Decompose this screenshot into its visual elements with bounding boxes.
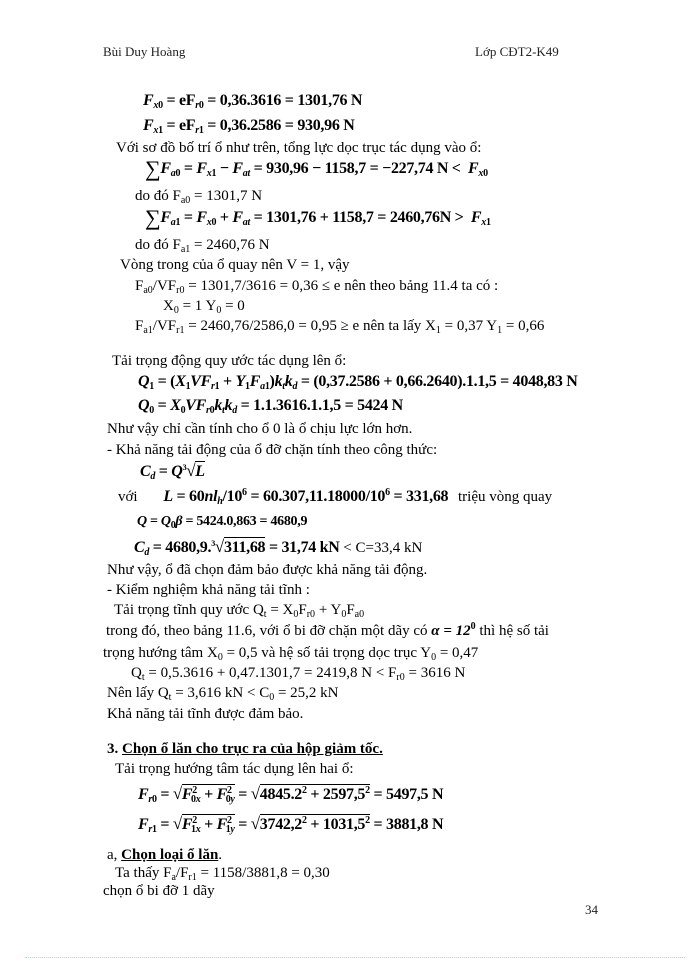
equation-life: với $L = 60nl_h/10^6 = 60.307,11.18000/10^6 = 331,68$ triệu vòng quay (118, 487, 553, 507)
text-ratio-0: $F_{a0}/VF_{r0} = 1301,7/3616 = 0,36 \le e$ nên theo bảng 11.4 ta có : (135, 278, 499, 296)
text-ratio-fa-fr1: Ta thấy $F_a/F_{r1} = 1158/3881,8 = 0,30$ (115, 865, 330, 883)
text-paragraph: chọn ổ bi đỡ 1 dãy (103, 883, 215, 899)
equation-cd-result: $C_d = 4680,9.^3√311,68 = 31,74$ kN < C=33,4 kN (134, 537, 423, 558)
equation-sum-fa1: $\sum F_{a1} = F_{x0} + F_{at} = 1301,76 + 1158,7 = 2460,76N > F_{x1}$ (145, 205, 491, 230)
text-paragraph: Tải trọng hướng tâm tác dụng lên hai ổ: (115, 761, 354, 777)
text-paragraph: Khả năng tải tĩnh được đảm bảo. (107, 706, 304, 722)
equation-fr0: $F_{r0} = √F^2_{0x} + F^2_{0y} = √4845.2^2 + 2597,5^2 = 5497,5$ N (138, 784, 444, 805)
equation-sum-fa0: $\sum F_{a0} = F_{x1} - F_{at} = 930,96 - 1158,7 = -227,74$ $N < F_{x0}$ (145, 156, 488, 181)
equation-cd-formula: $C_d = Q^3√L$ (140, 461, 205, 482)
text-paragraph: - Kiểm nghiệm khả năng tải tĩnh : (107, 582, 310, 598)
equation-fx0: $F_{x0} = eF_{r0} = 0,36.3616 = 1301,76$ N (143, 92, 363, 111)
text-paragraph: Với sơ đồ bố trí ổ như trên, tổng lực dọc trục tác dụng vào ổ: (116, 140, 482, 156)
page-number: 34 (585, 902, 598, 917)
text-paragraph: - Khả năng tải động của ổ đỡ chặn tính theo công thức: (107, 442, 438, 458)
header-class: Lớp CĐT2-K49 (475, 44, 559, 59)
text-ratio-1: $F_{a1}/VF_{r1} = 2460,76/2586,0 = 0,95 \ge e$ nên ta lấy $X_1 = 0,37$ $Y_1 = 0,66$ (135, 318, 545, 336)
text-fa0-result: do đó $F_{a0} = 1301,7$ N (135, 188, 263, 206)
equation-fr1: $F_{r1} = √F^2_{1x} + F^2_{1y} = √3742,2^2 + 1031,5^2 = 3881,8$ N (138, 814, 444, 835)
text-paragraph: Vòng trong của ổ quay nên V = 1, vậy (120, 257, 350, 273)
equation-q-beta: $Q = Q_0\beta = 5424.0,863 = 4680,9$ (137, 514, 308, 531)
text-fa1-result: do đó $F_{a1} = 2460,76$ N (135, 237, 270, 255)
section-heading-3: 3. Chọn ổ lăn cho trục ra của hộp giảm tốc. (107, 741, 383, 757)
text-qt-calc: $Q_t = 0,5.3616 + 0,47.1301,7 = 2419,8$ $N < F_{r0} = 3616$ N (131, 665, 466, 683)
text-paragraph: Như vậy chỉ cần tính cho ổ 0 là ổ chịu lực lớn hơn. (107, 421, 413, 437)
text-static-load: Tải trọng tĩnh quy ước $Q_t = X_0F_{r0} + Y_0F_{a0}$ (114, 602, 365, 620)
text-paragraph: trong đó, theo bảng 11.6, với ổ bi đỡ chặn một dãy có $\alpha = 12^0$ thì hệ số tải (106, 621, 549, 639)
text-paragraph: trọng hướng tâm $X_0 = 0,5$ và hệ số tải trọng dọc trục $Y_0 = 0,47$ (103, 645, 479, 663)
subsection-heading-a: a, Chọn loại ổ lăn. (107, 847, 223, 863)
header-author: Bùi Duy Hoàng (103, 44, 186, 59)
equation-q0: $Q_0 = X_0VF_{r0}k_tk_d = 1.1.3616.1.1,5 = 5424$ N (138, 397, 403, 416)
page-boundary-divider (25, 957, 685, 958)
equation-q1: $Q_1 = (X_1VF_{r1} + Y_1F_{a1})k_tk_d = (0,37.2586 + 0,66.2640).1.1,5 = 4048,83$ N (138, 373, 578, 392)
text-qt-result: Nên lấy $Q_t = 3,616$ kN < $C_0 = 25,2$ kN (107, 685, 339, 703)
text-paragraph: Như vậy, ổ đã chọn đảm bảo được khả năng tải động. (107, 562, 428, 578)
equation-fx1: $F_{x1} = eF_{r1} = 0,36.2586 = 930,96$ N (143, 117, 355, 136)
text-x0-y0: $X_0 = 1$ $Y_0 = 0$ (163, 298, 245, 316)
text-paragraph: Tải trọng động quy ước tác dụng lên ổ: (112, 353, 347, 369)
